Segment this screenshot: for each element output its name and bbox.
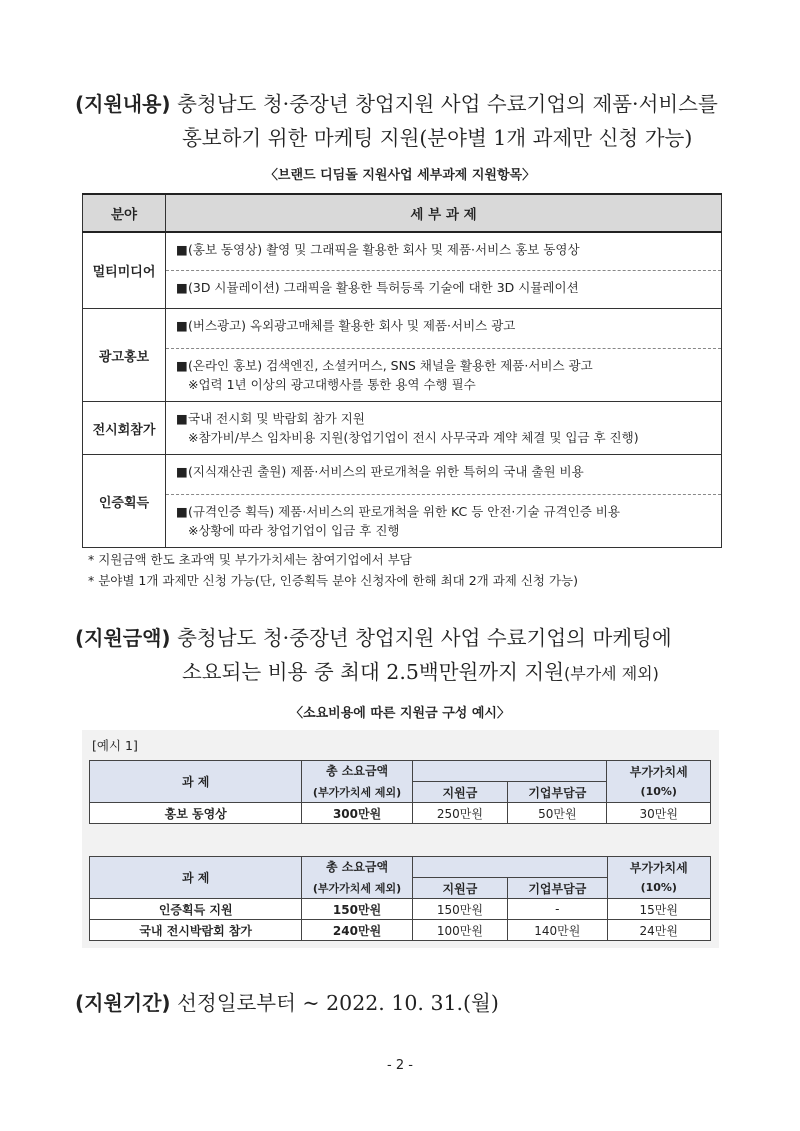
header-vat-sub: (10%) xyxy=(607,878,710,899)
example2-table xyxy=(89,856,711,941)
section-text: 충청남도 청·중장년 창업지원 사업 수료기업의 제품·서비스를 xyxy=(177,92,718,116)
table-row: 국내 전시박람회 참가 240만원 100만원 140만원 24만원 xyxy=(90,920,711,941)
header-vat: 부가가치세 xyxy=(607,857,710,878)
task-item: ■(온라인 홍보) 검색엔진, 소셜커머스, SNS 채널을 활용한 제품·서비스 광고 ※업력 1년 이상의 광고대행사를 통한 용역 수행 필수 xyxy=(166,348,721,401)
task-item: ■국내 전시회 및 박람회 참가 지원 ※참가비/부스 임차비용 지원(창업기업이 전시 사무국과 계약 체결 및 입금 후 진행) xyxy=(166,402,721,454)
example1-box xyxy=(82,730,719,826)
task-item: ■(버스광고) 옥외광고매체를 활용한 회사 및 제품·서비스 광고 xyxy=(176,318,516,333)
task-item: ■(규격인증 획득) 제품·서비스의 판로개척을 위한 KC 등 안전·기술 규격인증 비용 ※상황에 따라 창업기업이 입금 후 진행 xyxy=(166,494,721,547)
section-label: (지원기간) xyxy=(75,991,171,1015)
header-burden: 기업부담금 xyxy=(508,782,607,803)
header-task: 과 제 xyxy=(90,857,302,899)
task-item: ■(3D 시뮬레이션) 그래픽을 활용한 특허등록 기술에 대한 3D 시뮬레이션 xyxy=(166,270,721,308)
table-row: 인증획득 지원 150만원 150만원 - 15만원 xyxy=(90,899,711,920)
header-vat: 부가가치세 xyxy=(607,761,711,782)
section-text: 선정일로부터 ~ 2022. 10. 31.(월) xyxy=(177,991,499,1015)
field-cell: 멀티미디어 xyxy=(83,232,166,309)
col-task-header: 세 부 과 제 xyxy=(166,194,722,232)
field-cell: 인증획득 xyxy=(83,455,166,548)
task-note: ※참가비/부스 임차비용 지원(창업기업이 전시 사무국과 계약 체결 및 입금 후 진행) xyxy=(188,430,639,445)
section-support-period xyxy=(75,986,499,1020)
task-item: ■(지식재산권 출원) 제품·서비스의 판로개척을 위한 특허의 국내 출원 비용 xyxy=(176,464,584,479)
field-cell: 광고홍보 xyxy=(83,309,166,402)
section-text: 충청남도 청·중장년 창업지원 사업 수료기업의 마케팅에 xyxy=(177,626,672,650)
header-total: 총 소요금액 xyxy=(302,761,412,782)
page-number: - 2 - xyxy=(387,1058,413,1073)
task-item: ■(홍보 동영상) 촬영 및 그래픽을 활용한 회사 및 제품·서비스 홍보 동영상 xyxy=(176,242,580,257)
support-items-table xyxy=(82,193,722,548)
header-vat-sub: (10%) xyxy=(607,782,711,803)
table1-caption: 〈브랜드 디딤돌 지원사업 세부과제 지원항목〉 xyxy=(264,168,536,183)
section-support-content xyxy=(75,87,718,155)
section-text-line2: 홍보하기 위한 마케팅 지원(분야별 1개 과제만 신청 가능) xyxy=(182,126,693,150)
header-support: 지원금 xyxy=(412,782,507,803)
section-support-amount xyxy=(75,621,672,691)
col-field-header: 분야 xyxy=(83,194,166,232)
example-label: [예시 1] xyxy=(92,738,138,753)
section-text-line2: 소요되는 비용 중 최대 2.5백만원까지 지원(부가세 제외) xyxy=(182,660,659,684)
section-label: (지원내용) xyxy=(75,92,171,116)
header-total-sub: (부가가치세 제외) xyxy=(302,878,412,899)
field-cell: 전시회참가 xyxy=(83,402,166,455)
table-row xyxy=(83,402,722,455)
example1-table xyxy=(89,760,711,824)
table-row xyxy=(83,309,722,402)
footnote: * 분야별 1개 과제만 신청 가능(단, 인증획득 분야 신청자에 한해 최대 2개 과제 신청 가능) xyxy=(88,573,578,588)
task-note: ※업력 1년 이상의 광고대행사를 통한 용역 수행 필수 xyxy=(188,377,476,392)
table-row xyxy=(83,455,722,548)
table2-caption: 〈소요비용에 따른 지원금 구성 예시〉 xyxy=(290,706,510,721)
table-row xyxy=(83,232,722,309)
table-row: 홍보 동영상 300만원 250만원 50만원 30만원 xyxy=(90,803,711,824)
header-total-sub: (부가가치세 제외) xyxy=(302,782,412,803)
example2-box xyxy=(82,826,719,948)
task-note: ※상황에 따라 창업기업이 입금 후 진행 xyxy=(188,523,400,538)
header-task: 과 제 xyxy=(90,761,302,803)
section-label: (지원금액) xyxy=(75,626,171,650)
footnote: * 지원금액 한도 초과액 및 부가가치세는 참여기업에서 부담 xyxy=(88,552,412,567)
header-total: 총 소요금액 xyxy=(302,857,412,878)
header-support: 지원금 xyxy=(412,878,507,899)
header-burden: 기업부담금 xyxy=(508,878,607,899)
